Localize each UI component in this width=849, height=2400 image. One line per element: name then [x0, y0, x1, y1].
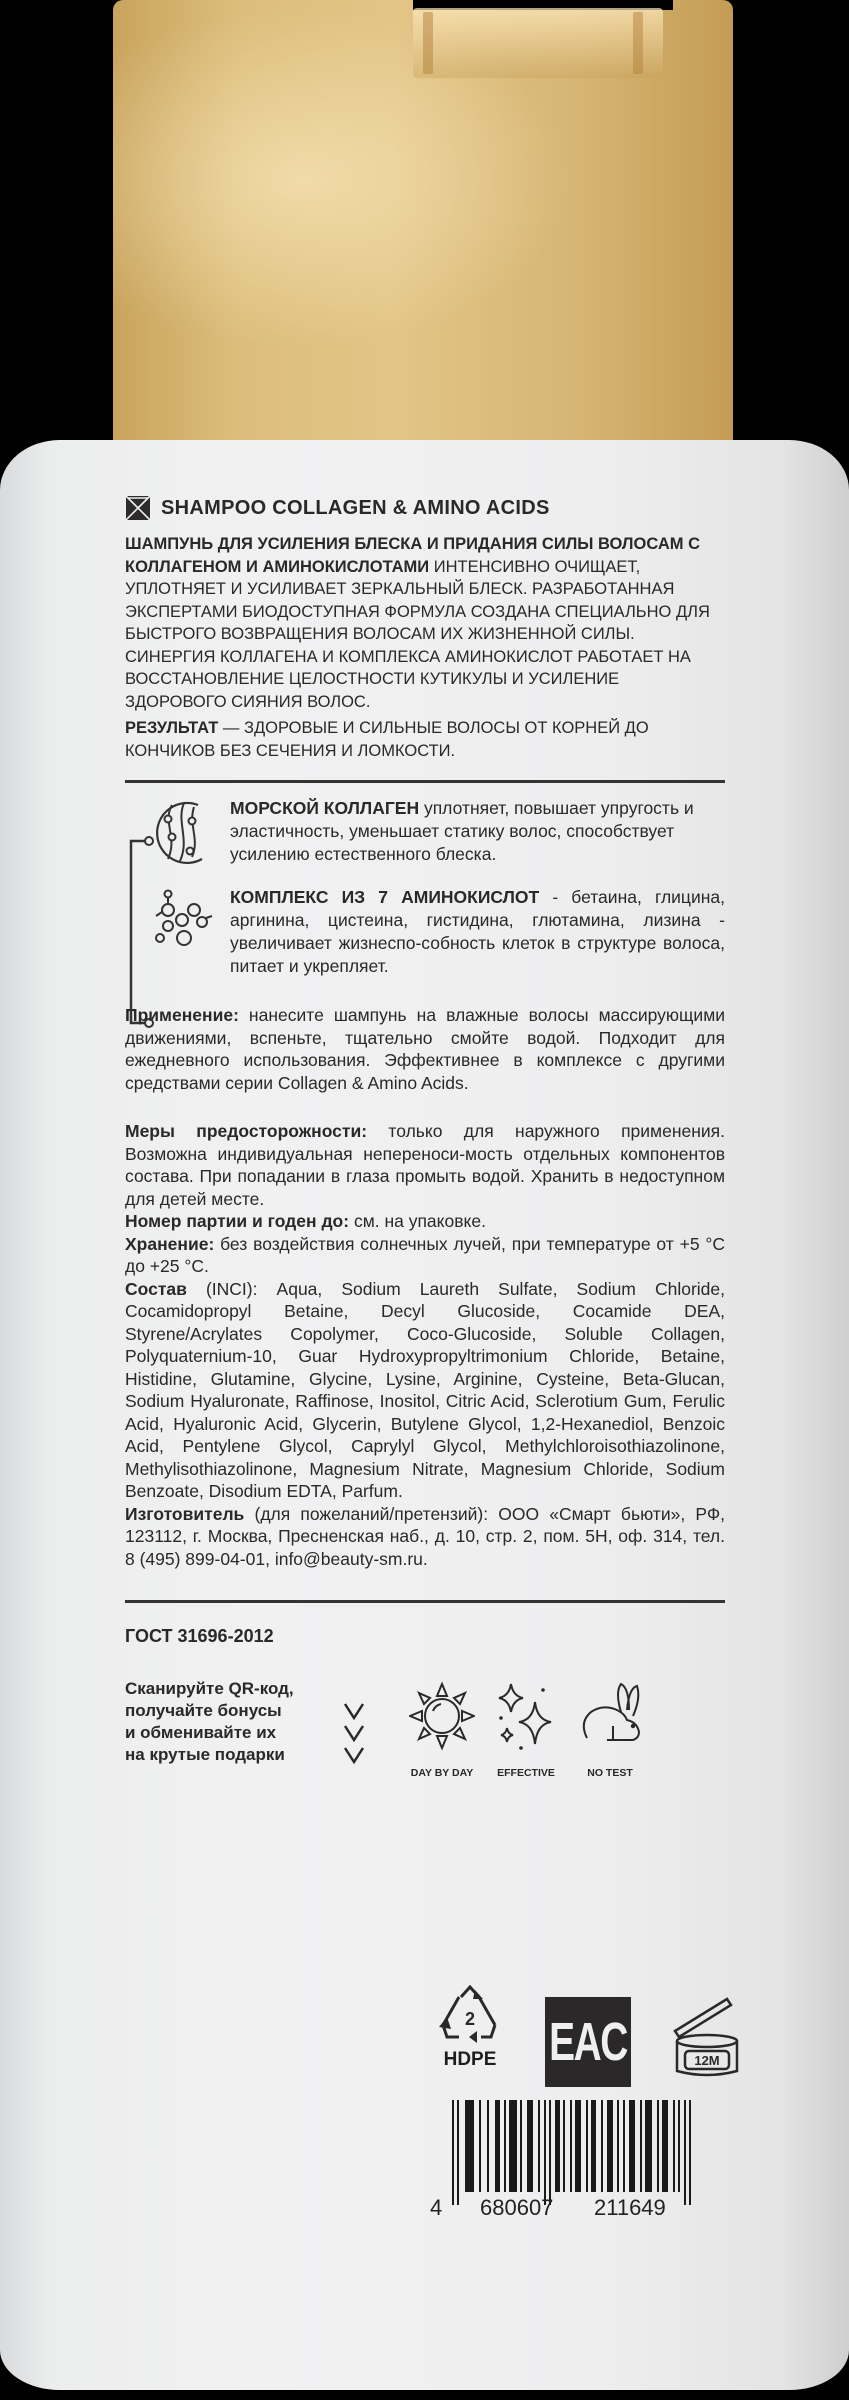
storage-text: без воздействия солнечных лучей, при температуре от +5 °C до +25 °C. — [125, 1233, 725, 1276]
manufacturer-text: (для пожеланий/претензий): ООО «Смарт бьюти», РФ, 123112, г. Москва, Пресненская наб., д. 10, стр. 2, пом. 5Н, оф. 314, тел. 8 (495) 899-04-01, info@beauty-sm.ru. — [125, 1503, 725, 1569]
badge-no-test — [577, 1678, 643, 1785]
cap-hinge — [413, 8, 663, 78]
bottle-cap — [113, 0, 733, 445]
composition-section — [125, 1278, 725, 1503]
result-label: РЕЗУЛЬТАТ — [125, 719, 219, 737]
badges — [409, 1678, 643, 1785]
pao-mark — [671, 1991, 741, 2086]
recycle-mark — [435, 1985, 505, 2071]
divider-bottom — [125, 1600, 725, 1603]
product-label — [125, 495, 725, 1784]
bottom-row — [125, 1678, 725, 1785]
recycle-icon — [435, 1985, 505, 2047]
eac-text: EAC — [549, 2012, 627, 2072]
sun-icon — [409, 1678, 475, 1756]
barcode-digit-first: 4 — [430, 2195, 443, 2220]
feature-text: уплотняет, повышает упругость и эластичность, уменьшает статику волос, способствует усилению естественного блеска. — [230, 798, 694, 864]
rabbit-icon — [577, 1678, 643, 1756]
storage-label: Хранение: — [125, 1233, 215, 1254]
features-list — [125, 797, 725, 978]
composition-text: (INCI): Aqua, Sodium Laureth Sulfate, Sodium Chloride, Cocamidopropyl Betaine, Decyl Glucoside, Cocamide DEA, Styrene/Acrylates Copolymer, Coco-Glucoside, Soluble Collagen, Polyquaternium-10, Guar Hydroxypropyltrimonium Chloride, Betaine, Histidine, Glutamine, Glycine, Lysine, Arginine, Cysteine, Beta-Glucan, Sodium Hyaluronate, Raffinose, Inositol, Citric Acid, Sclerotium Gum, Ferulic Acid, Hyaluronic Acid, Glycerin, Butylene Glycol, 1,2-Hexanediol, Benzoic Acid, Pentylene Glycol, Caprylyl Glycol, Methylchloroisothiazolinone, Methylisothiazolinone, Magnesium Nitrate, Magnesium Chloride, Sodium Benzoate, Disodium EDTA, Parfum. — [125, 1278, 725, 1501]
feature-label: КОМПЛЕКС ИЗ 7 АМИНОКИСЛОТ — [230, 887, 540, 907]
sparkles-icon — [493, 1678, 559, 1756]
product-title: SHAMPOO COLLAGEN & AMINO ACIDS — [161, 496, 550, 519]
batch-section — [125, 1210, 725, 1233]
barcode-digits-left: 680607 — [480, 2195, 554, 2220]
manufacturer-section — [125, 1503, 725, 1571]
badge-label: NO TEST — [587, 1766, 633, 1779]
feature-collagen — [230, 797, 725, 866]
title-row — [125, 495, 725, 521]
precautions-text: только для наружного применения. Возможна индивидуальная непереноси-мость отдельных компонентов состава. При попадании в глаза промыть водой. Хранить в недоступном для детей месте. — [125, 1121, 725, 1209]
svg-text:12M: 12M — [694, 2053, 720, 2068]
qr-line: и обменивайте их — [125, 1722, 277, 1742]
badge-effective — [493, 1678, 559, 1785]
recycle-label: HDPE — [443, 2049, 497, 2070]
feature-text: - бетаина, глицина, аргинина, цистеина, гистидина, глютамина, лизина - увеличивает жизнеспо-собность клеток в структуре волоса, питает и укрепляет. — [230, 887, 725, 976]
batch-text: см. на упаковке. — [349, 1211, 486, 1231]
qr-line: получайте бонусы — [125, 1700, 282, 1720]
divider-top — [125, 780, 725, 783]
certifications — [435, 1985, 741, 2087]
open-jar-icon — [671, 1991, 741, 2081]
precautions-section — [125, 1120, 725, 1210]
feature-label: МОРСКОЙ КОЛЛАГЕН — [230, 798, 420, 818]
chevrons-down-icon — [339, 1700, 369, 1770]
brand-x-icon — [125, 495, 151, 521]
badge-day-by-day — [409, 1678, 475, 1785]
intro-bold: ШАМПУНЬ ДЛЯ УСИЛЕНИЯ БЛЕСКА И ПРИДАНИЯ СИЛЫ ВОЛОСАМ С КОЛЛАГЕНОМ И АМИНОКИСЛОТАМИ — [125, 535, 701, 576]
badge-label: DAY BY DAY — [410, 1766, 474, 1779]
feature-amino — [230, 886, 725, 978]
batch-label: Номер партии и годен до: — [125, 1211, 350, 1231]
usage-text: нанесите шампунь на влажные волосы массирующими движениями, вспеньте, тщательно смойте водой. Подходит для ежедневного использования. Эффективнее в комплексе с другими средствами серии Collagen & Amino Acids. — [125, 1005, 725, 1093]
connector-bracket — [125, 833, 155, 1103]
usage-section — [125, 1004, 725, 1094]
qr-promo-text — [125, 1678, 325, 1785]
intro-text: ИНТЕНСИВНО ОЧИЩАЕТ, УПЛОТНЯЕТ И УСИЛИВАЕТ ЗЕРКАЛЬНЫЙ БЛЕСК. РАЗРАБОТАННАЯ ЭКСПЕРТАМИ БИОДОСТУПНАЯ ФОРМУЛА СОЗДАНА СПЕЦИАЛЬНО ДЛЯ БЫСТРОГО ВОЗВРАЩЕНИЯ ВОЛОСАМ ИХ ЖИЗНЕННОЙ СИЛЫ. СИНЕРГИЯ КОЛЛАГЕНА И КОМПЛЕКСА АМИНОКИСЛОТ РАБОТАЕТ НА ВОССТАНОВЛЕНИЕ ЦЕЛОСТНОСТИ КУТИКУЛЫ И УСИЛЕНИЕ ЗДОРОВОГО СИЯНИЯ ВОЛОС. — [125, 557, 710, 711]
collagen-icon — [150, 797, 214, 867]
qr-line: на крутые подарки — [125, 1744, 285, 1764]
gost-standard: ГОСТ 31696-2012 — [125, 1626, 274, 1646]
molecule-icon — [150, 886, 214, 956]
precautions-label: Меры предосторожности: — [125, 1121, 368, 1141]
barcode-digits-right: 211649 — [594, 2195, 666, 2220]
svg-text:2: 2 — [464, 2009, 476, 2029]
storage-section — [125, 1233, 725, 1278]
composition-label: Состав — [125, 1278, 187, 1299]
product-result — [125, 717, 725, 762]
eac-mark — [545, 1997, 631, 2087]
manufacturer-label: Изготовитель — [125, 1503, 245, 1524]
product-intro — [125, 533, 725, 713]
usage-label: Применение: — [125, 1005, 239, 1025]
result-text: — ЗДОРОВЫЕ И СИЛЬНЫЕ ВОЛОСЫ ОТ КОРНЕЙ ДО КОНЧИКОВ БЕЗ СЕЧЕНИЯ И ЛОМКОСТИ. — [125, 719, 649, 760]
badge-label: EFFECTIVE — [497, 1766, 555, 1779]
qr-line: Сканируйте QR-код, — [125, 1678, 294, 1698]
